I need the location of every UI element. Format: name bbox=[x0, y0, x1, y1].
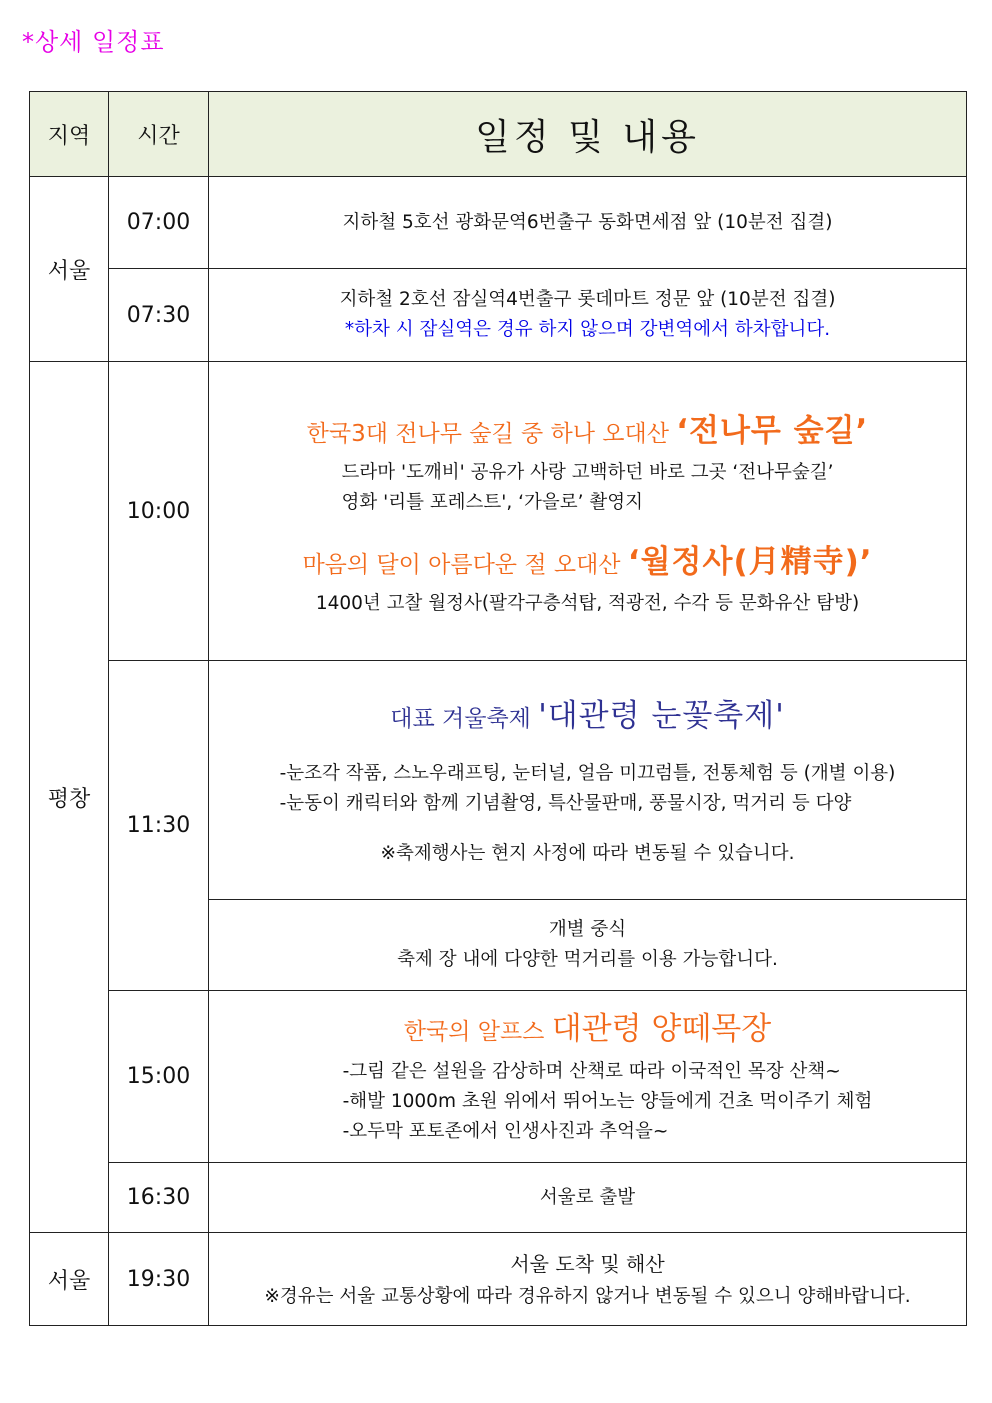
schedule-table bbox=[29, 91, 967, 1326]
forest-desc-line: 드라마 '도깨비' 공유가 사랑 고백하던 바로 그곳 ‘전나무숲길’ bbox=[341, 462, 834, 483]
dropoff-note: *하차 시 잠실역은 경유 하지 않으며 강변역에서 하차합니다. bbox=[344, 319, 831, 340]
departure-text: 서울로 출발 bbox=[539, 1186, 636, 1208]
festival-items bbox=[280, 759, 896, 819]
header-region: 지역 bbox=[30, 92, 109, 177]
meeting-point-text: 지하철 2호선 잠실역4번출구 롯데마트 정문 앞 (10분전 집결) bbox=[339, 289, 836, 310]
content-cell bbox=[209, 269, 967, 362]
time-cell: 07:30 bbox=[109, 269, 209, 362]
forest-heading bbox=[209, 409, 966, 458]
temple-title: ‘월정사(月精寺)’ bbox=[627, 544, 873, 580]
content-cell bbox=[209, 177, 967, 269]
forest-lead: 한국3대 전나무 숲길 중 하나 오대산 bbox=[306, 421, 677, 447]
festival-title: '대관령 눈꽃축제' bbox=[538, 697, 785, 734]
header-content: 일정 및 내용 bbox=[209, 92, 967, 177]
ranch-heading bbox=[209, 1006, 966, 1057]
table-row bbox=[30, 991, 967, 1163]
forest-title: ‘전나무 숲길’ bbox=[676, 413, 869, 449]
festival-heading bbox=[209, 692, 966, 745]
lunch-title: 개별 중식 bbox=[548, 919, 627, 940]
page-title: *상세 일정표 bbox=[22, 28, 165, 56]
festival-item: -눈동이 캐릭터와 함께 기념촬영, 특산물판매, 풍물시장, 먹거리 등 다양 bbox=[279, 792, 852, 814]
region-cell: 서울 bbox=[30, 1233, 109, 1326]
content-cell bbox=[209, 900, 967, 991]
time-cell: 19:30 bbox=[109, 1233, 209, 1326]
meeting-point-text: 지하철 5호선 광화문역6번출구 동화면세점 앞 (10분전 집결) bbox=[342, 211, 833, 233]
forest-desc-line: 영화 '리틀 포레스트', ‘가을로’ 촬영지 bbox=[341, 492, 644, 513]
forest-desc bbox=[341, 458, 833, 518]
time-cell: 15:00 bbox=[109, 991, 209, 1163]
table-row bbox=[30, 661, 967, 900]
region-cell: 평창 bbox=[30, 362, 109, 1233]
temple-lead: 마음의 달이 아름다운 절 오대산 bbox=[302, 552, 628, 578]
festival-item: -눈조각 작품, 스노우래프팅, 눈터널, 얼음 미끄럼틀, 전통체험 등 (개별 이용) bbox=[279, 762, 896, 784]
arrival-note: ※경유는 서울 교통상황에 따라 경유하지 않거나 변동될 수 있으니 양해바랍니다. bbox=[264, 1286, 911, 1307]
table-header-row bbox=[30, 92, 967, 177]
time-cell: 10:00 bbox=[109, 362, 209, 661]
temple-desc: 1400년 고찰 월정사(팔각구층석탑, 적광전, 수각 등 문화유산 탐방) bbox=[315, 593, 860, 614]
table-row bbox=[30, 177, 967, 269]
table-row bbox=[30, 269, 967, 362]
ranch-lead: 한국의 알프스 bbox=[403, 1019, 552, 1045]
table-row bbox=[30, 362, 967, 661]
festival-notice: ※축제행사는 현지 사정에 따라 변동될 수 있습니다. bbox=[380, 842, 795, 864]
festival-lead: 대표 겨울축제 bbox=[390, 705, 539, 732]
ranch-title: 대관령 양떼목장 bbox=[551, 1011, 772, 1047]
content-cell bbox=[209, 661, 967, 900]
temple-heading bbox=[209, 540, 966, 589]
ranch-items bbox=[343, 1057, 873, 1147]
ranch-item: -그림 같은 설원을 감상하며 산책로 따라 이국적인 목장 산책~ bbox=[342, 1061, 841, 1082]
content-cell bbox=[209, 362, 967, 661]
ranch-item: -오두막 포토존에서 인생사진과 추억을~ bbox=[342, 1121, 669, 1142]
lunch-desc: 축제 장 내에 다양한 먹거리를 이용 가능합니다. bbox=[397, 949, 778, 970]
header-time: 시간 bbox=[109, 92, 209, 177]
time-cell: 16:30 bbox=[109, 1163, 209, 1233]
content-cell bbox=[209, 1233, 967, 1326]
time-cell: 11:30 bbox=[109, 661, 209, 991]
ranch-item: -해발 1000m 초원 위에서 뛰어노는 양들에게 건초 먹이주기 체험 bbox=[342, 1091, 873, 1112]
content-cell bbox=[209, 991, 967, 1163]
time-cell: 07:00 bbox=[109, 177, 209, 269]
table-row bbox=[30, 1163, 967, 1233]
region-cell: 서울 bbox=[30, 177, 109, 362]
arrival-text: 서울 도착 및 해산 bbox=[510, 1252, 665, 1276]
table-row bbox=[30, 1233, 967, 1326]
content-cell bbox=[209, 1163, 967, 1233]
